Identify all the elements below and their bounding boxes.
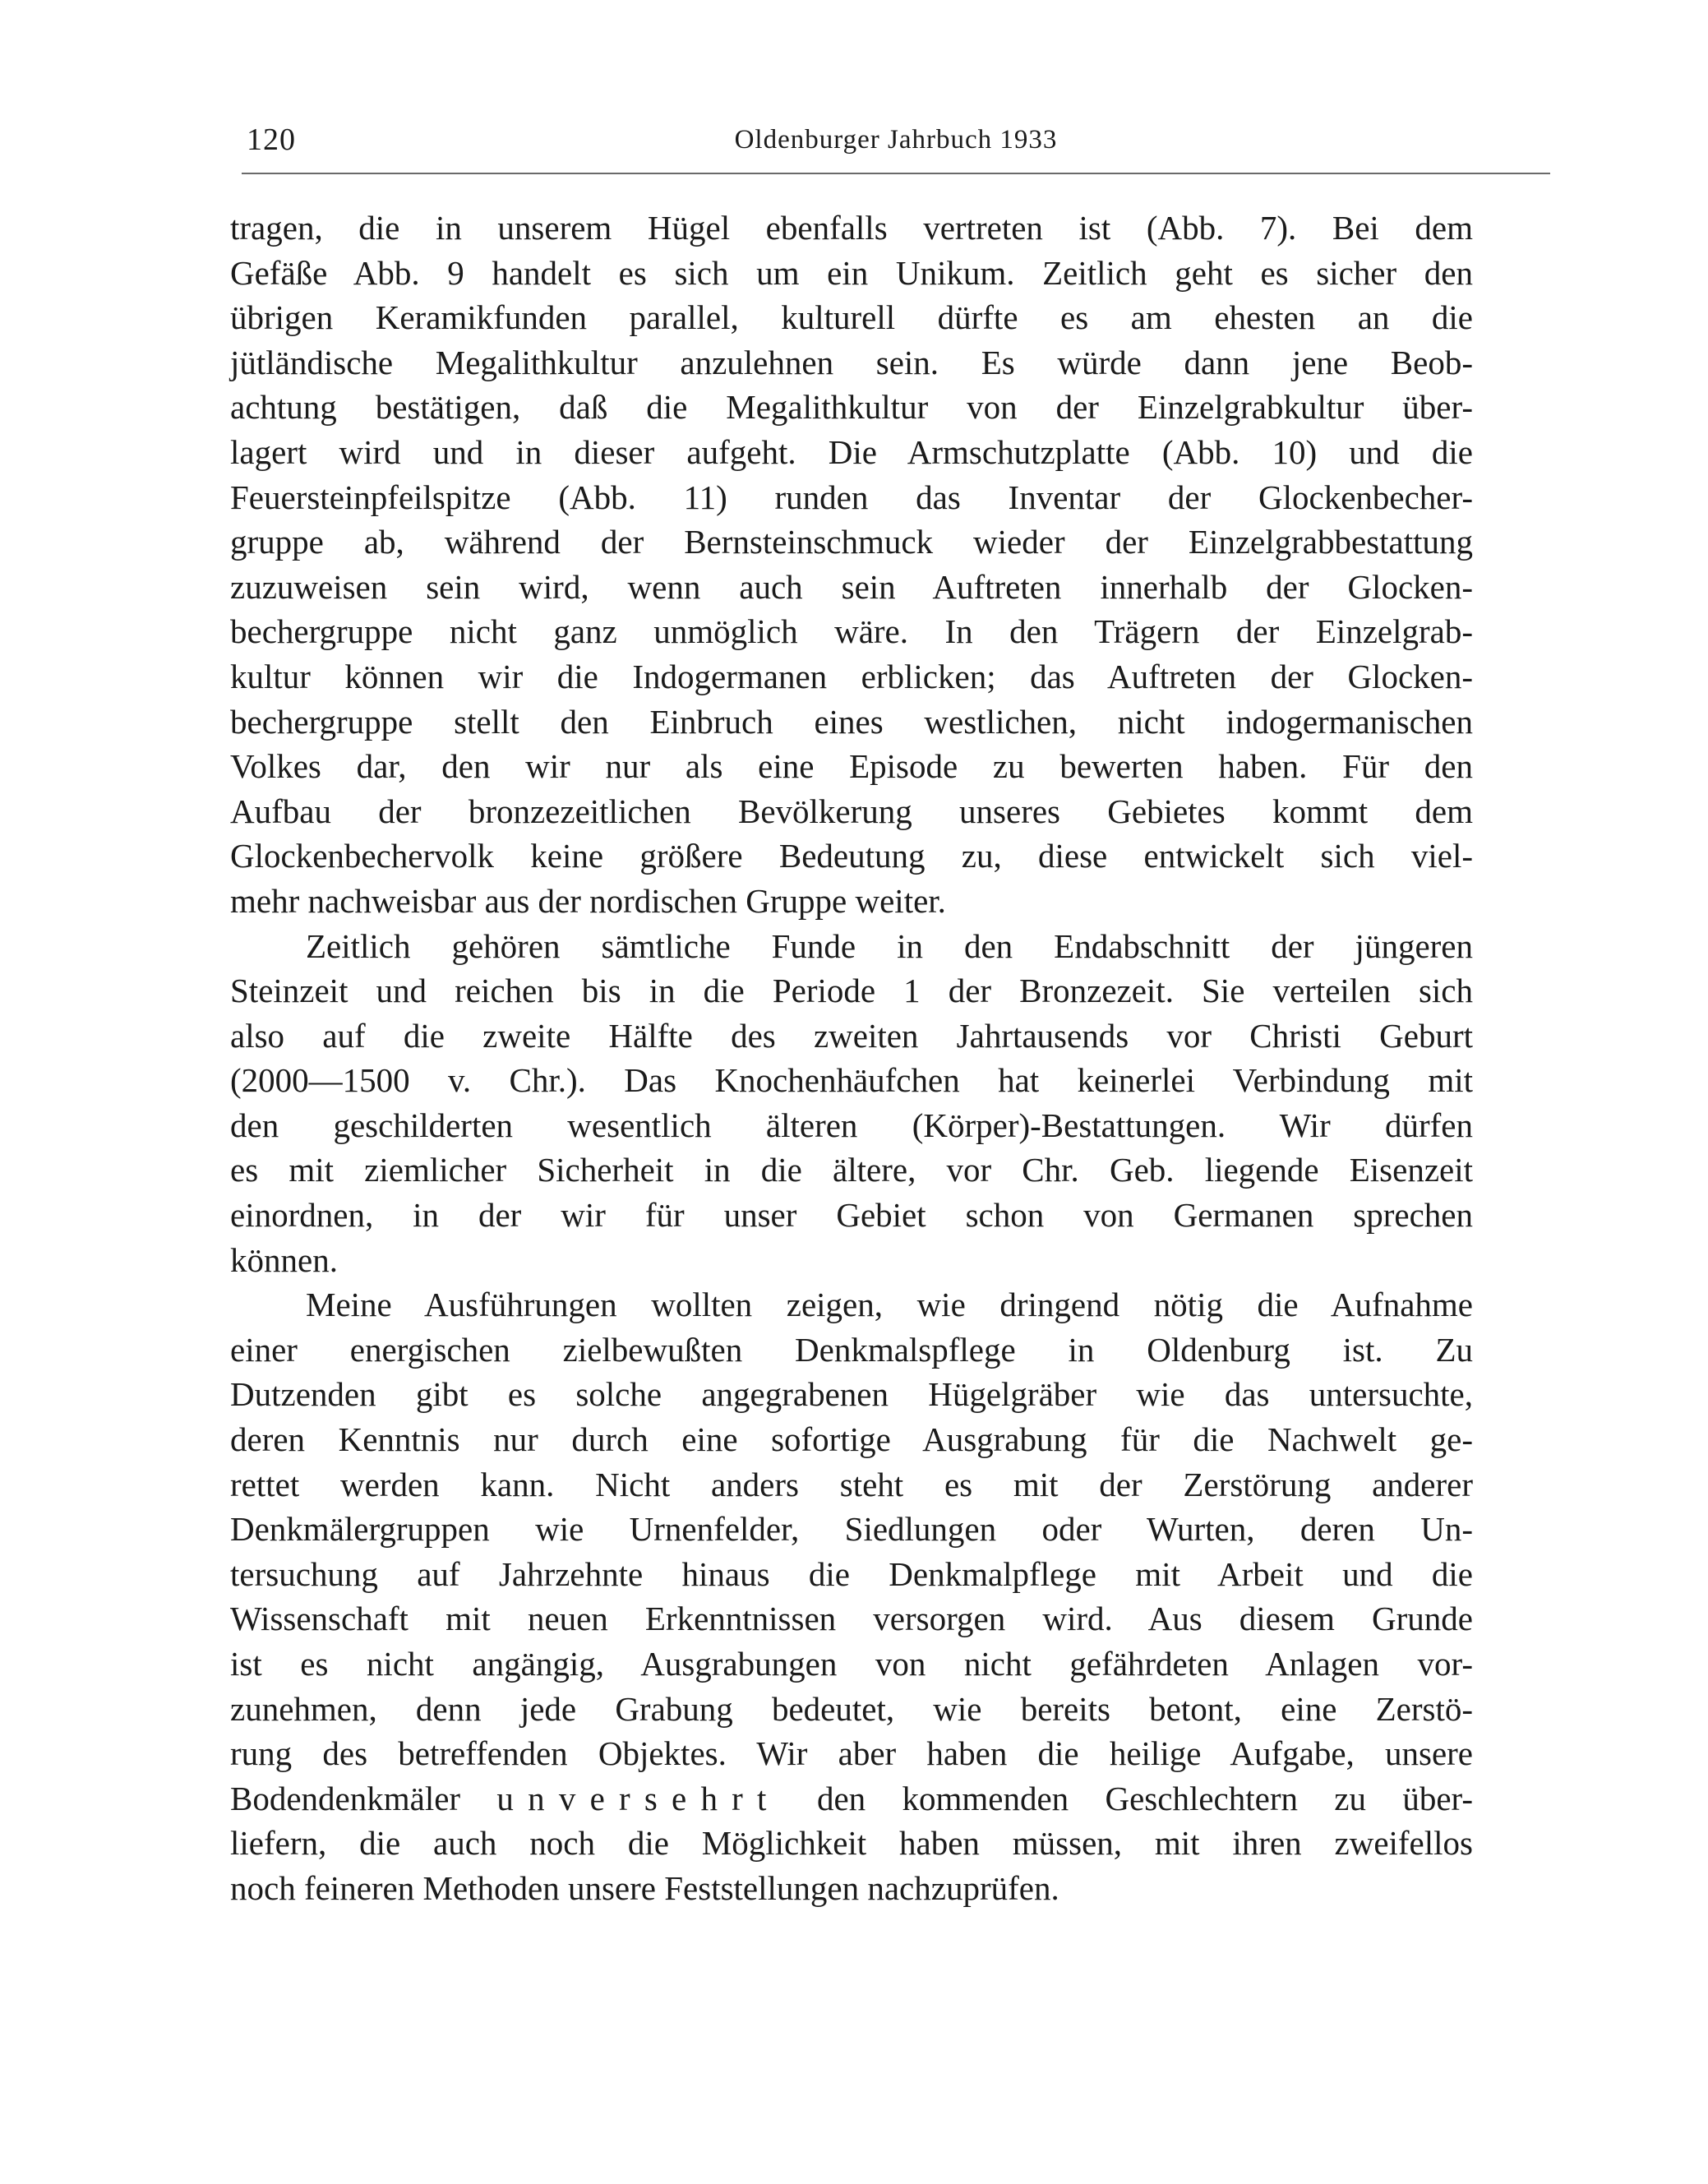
text-line: bechergruppe stellt den Einbruch eines westlichen, nicht indogermanischen (230, 702, 1473, 741)
text-line: mehr nachweisbar aus der nordischen Gruppe weiter. (230, 881, 946, 920)
text-segment: den kommenden Geschlechtern zu über- (816, 1779, 1474, 1817)
text-line: Meine Ausführungen wollten zeigen, wie dringend nötig die Aufnahme (306, 1286, 1473, 1324)
text-line: können. (230, 1240, 338, 1279)
text-line: tragen, die in unserem Hügel ebenfalls vertreten ist (Abb. 7). Bei dem (230, 209, 1473, 247)
text-line: es mit ziemlicher Sicherheit in die ältere, vor Chr. Geb. liegende Eisenzeit (230, 1151, 1473, 1189)
text-line: übrigen Keramikfunden parallel, kulturell dürfte es am ehesten an die (230, 298, 1473, 337)
emphasized-word: unversehrt (496, 1779, 781, 1817)
page-number: 120 (247, 122, 296, 157)
text-line: noch feineren Methoden unsere Feststellungen nachzuprüfen. (230, 1868, 1059, 1907)
text-line: Dutzenden gibt es solche angegrabenen Hügelgräber wie das untersuchte, (230, 1375, 1473, 1414)
text-line: zunehmen, denn jede Grabung bedeutet, wie bereits betont, eine Zerstö- (230, 1689, 1473, 1728)
text-line: also auf die zweite Hälfte des zweiten Jahrtausends vor Christi Geburt (230, 1016, 1473, 1055)
text-line-with-emphasis (230, 1776, 1473, 1822)
text-line: lagert wird und in dieser aufgeht. Die Armschutzplatte (Abb. 10) und die (230, 432, 1473, 471)
text-line: achtung bestätigen, daß die Megalithkultur von der Einzelgrabkultur über- (230, 388, 1473, 427)
text-line: rettet werden kann. Nicht anders steht es mit der Zerstörung anderer (230, 1465, 1473, 1503)
text-line: Denkmälergruppen wie Urnenfelder, Siedlungen oder Wurten, deren Un- (230, 1510, 1473, 1549)
text-line: kultur können wir die Indogermanen erblicken; das Auftreten der Glocken- (230, 657, 1473, 695)
text-line: Feuersteinpfeilspitze (Abb. 11) runden das Inventar der Glockenbecher- (230, 478, 1473, 516)
text-line: gruppe ab, während der Bernsteinschmuck wieder der Einzelgrabbestattung (230, 523, 1473, 561)
text-line: bechergruppe nicht ganz unmöglich wäre. In den Trägern der Einzelgrab- (230, 612, 1473, 651)
text-line: deren Kenntnis nur durch eine sofortige Ausgrabung für die Nachwelt ge- (230, 1420, 1473, 1459)
page-header (242, 122, 1550, 164)
text-line: Wissenschaft mit neuen Erkenntnissen versorgen wird. Aus diesem Grunde (230, 1600, 1473, 1638)
text-line: Aufbau der bronzezeitlichen Bevölkerung unseres Gebietes kommt dem (230, 792, 1473, 830)
header-rule (242, 173, 1550, 174)
text-line: Steinzeit und reichen bis in die Periode 1 der Bronzezeit. Sie verteilen sich (230, 972, 1473, 1010)
text-line: ist es nicht angängig, Ausgrabungen von nicht gefährdeten Anlagen vor- (230, 1645, 1473, 1683)
text-line: einordnen, in der wir für unser Gebiet schon von Germanen sprechen (230, 1196, 1473, 1235)
text-line: Gefäße Abb. 9 handelt es sich um ein Unikum. Zeitlich geht es sicher den (230, 253, 1473, 292)
text-segment: Bodendenkmäler (230, 1779, 461, 1817)
text-line: liefern, die auch noch die Möglichkeit haben müssen, mit ihren zweifellos (230, 1824, 1473, 1863)
text-line: Glockenbechervolk keine größere Bedeutung zu, diese entwickelt sich viel- (230, 837, 1473, 875)
text-line: jütländische Megalithkultur anzulehnen sein. Es würde dann jene Beob- (230, 343, 1473, 381)
text-line: rung des betreffenden Objektes. Wir aber haben die heilige Aufgabe, unsere (230, 1734, 1473, 1773)
text-line: Zeitlich gehören sämtliche Funde in den Endabschnitt der jüngeren (306, 926, 1473, 965)
text-line: tersuchung auf Jahrzehnte hinaus die Denkmalpflege mit Arbeit und die (230, 1554, 1473, 1593)
running-title: Oldenburger Jahrbuch 1933 (734, 125, 1058, 155)
text-line: einer energischen zielbewußten Denkmalspflege in Oldenburg ist. Zu (230, 1330, 1473, 1369)
body-text (230, 205, 1473, 1911)
text-line: Volkes dar, den wir nur als eine Episode zu bewerten haben. Für den (230, 747, 1473, 786)
text-line: (2000—1500 v. Chr.). Das Knochenhäufchen hat keinerlei Verbindung mit (230, 1061, 1473, 1100)
text-line: zuzuweisen sein wird, wenn auch sein Auftreten innerhalb der Glocken- (230, 567, 1473, 606)
text-line: den geschilderten wesentlich älteren (Körper)-Bestattungen. Wir dürfen (230, 1106, 1473, 1144)
